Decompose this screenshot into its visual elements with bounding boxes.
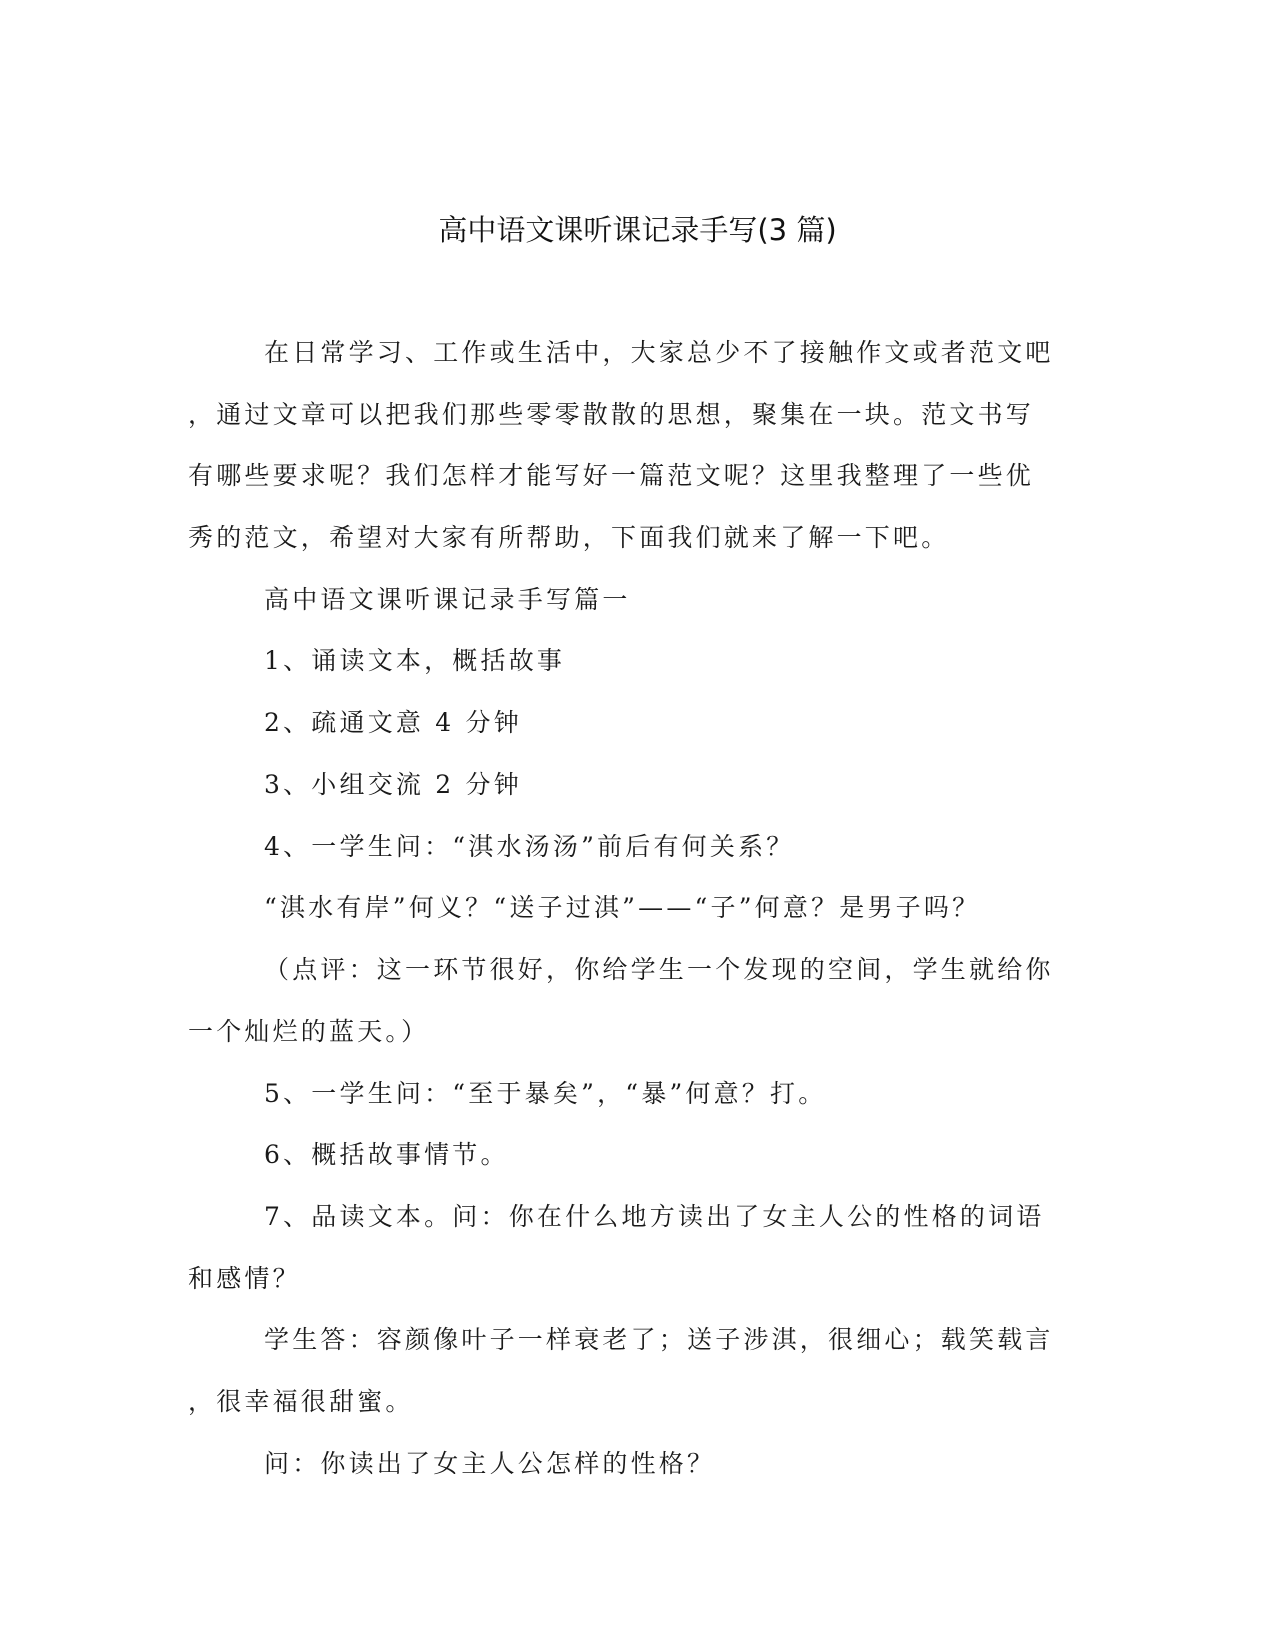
intro-line-3: 有哪些要求呢？我们怎样才能写好一篇范文呢？这里我整理了一些优 xyxy=(188,461,1035,490)
intro-line-1: 在日常学习、工作或生活中，大家总少不了接触作文或者范文吧 xyxy=(264,338,1054,367)
step-4-questions: “淇水有岸”何义？“送子过淇”——“子”何意？是男子吗？ xyxy=(264,893,981,922)
step-7-line-1: 7、品读文本。问：你在什么地方读出了女主人公的性格的词语 xyxy=(264,1202,1045,1231)
question-line: 问：你读出了女主人公怎样的性格？ xyxy=(264,1449,716,1478)
step-7-line-2: 和感情？ xyxy=(188,1264,301,1293)
step-4: 4、一学生问：“淇水汤汤”前后有何关系？ xyxy=(264,832,795,861)
step-5: 5、一学生问：“至于暴矣”，“暴”何意？打。 xyxy=(264,1079,827,1108)
intro-line-4: 秀的范文，希望对大家有所帮助，下面我们就来了解一下吧。 xyxy=(188,523,950,552)
student-answer-line-1: 学生答：容颜像叶子一样衰老了；送子涉淇，很细心；载笑载言 xyxy=(264,1325,1054,1354)
comment-line-1: （点评：这一环节很好，你给学生一个发现的空间，学生就给你 xyxy=(264,955,1054,984)
document-title: 高中语文课听课记录手写(3 篇) xyxy=(438,213,837,247)
section-heading: 高中语文课听课记录手写篇一 xyxy=(264,585,631,614)
step-6: 6、概括故事情节。 xyxy=(264,1140,509,1169)
step-2: 2、疏通文意 4 分钟 xyxy=(264,708,522,737)
comment-line-2: 一个灿烂的蓝天。） xyxy=(188,1017,430,1046)
step-1: 1、诵读文本，概括故事 xyxy=(264,646,566,675)
step-3: 3、小组交流 2 分钟 xyxy=(264,770,522,799)
student-answer-line-2: ，很幸福很甜蜜。 xyxy=(188,1387,414,1416)
intro-line-2: ，通过文章可以把我们那些零零散散的思想，聚集在一块。范文书写 xyxy=(188,400,1035,429)
